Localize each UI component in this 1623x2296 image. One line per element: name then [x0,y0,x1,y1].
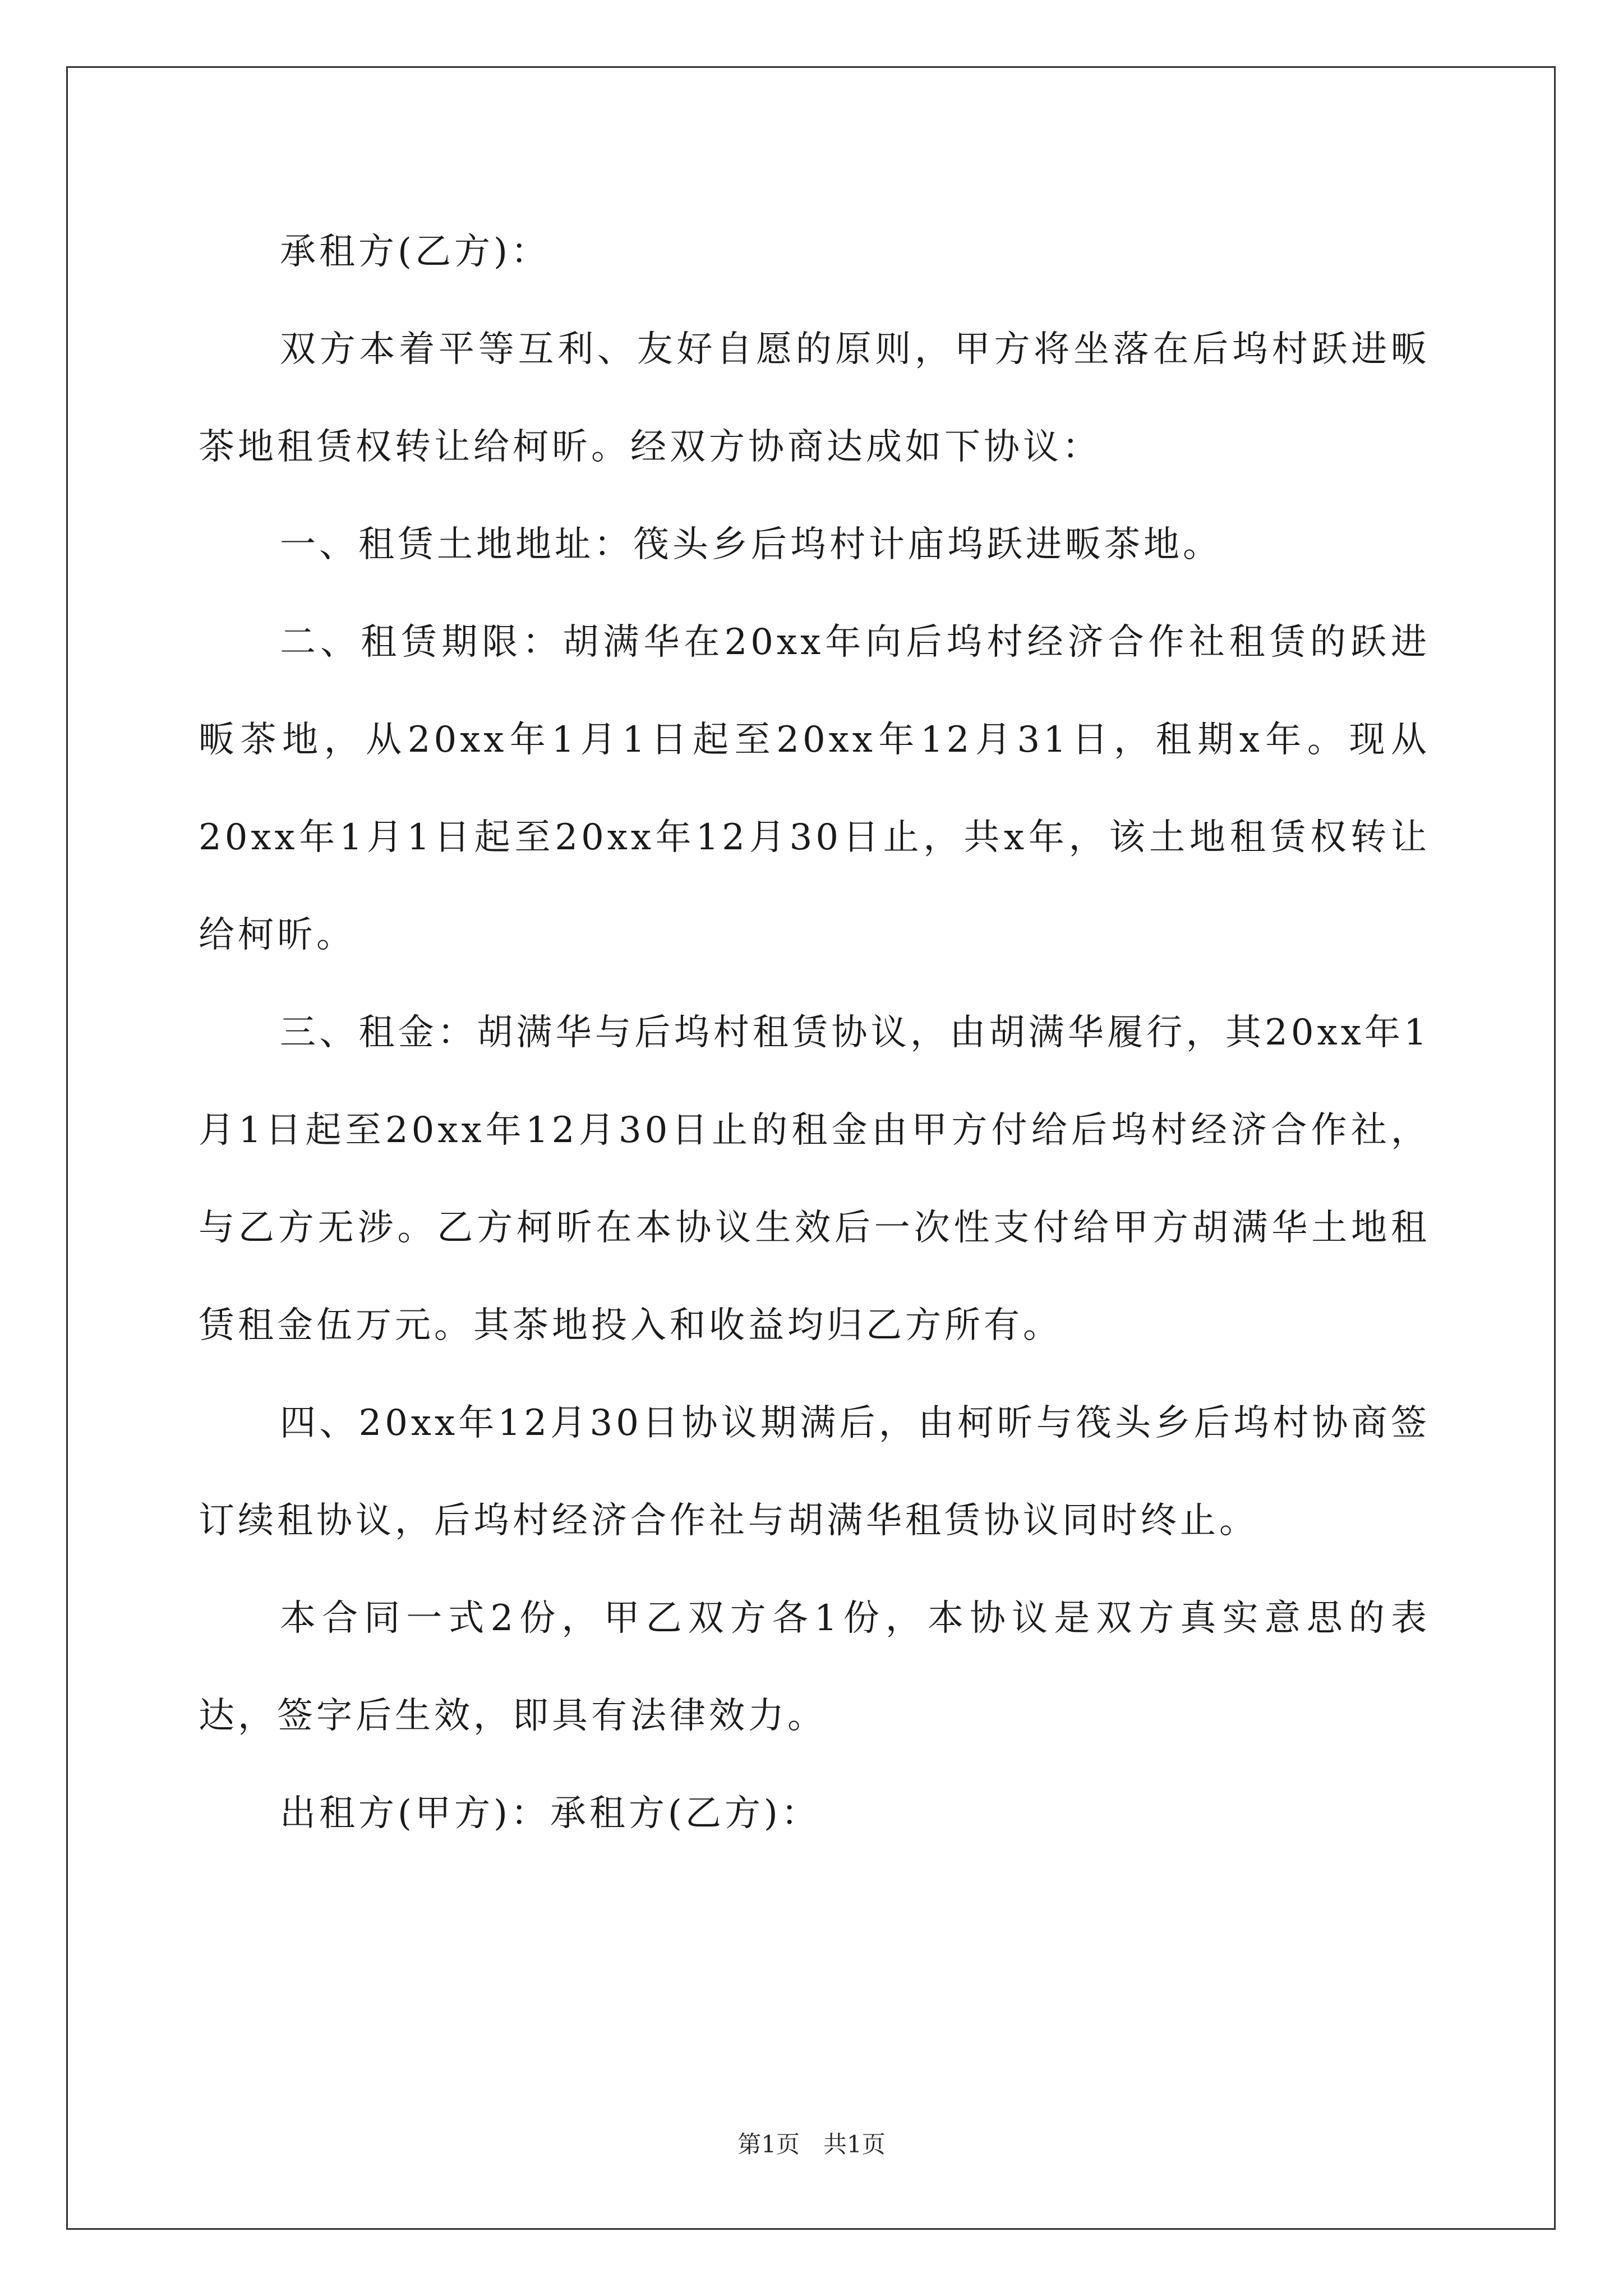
paragraph-clause-2: 二、租赁期限：胡满华在20xx年向后坞村经济合作社租赁的跃进畈茶地，从20xx年1月1日起至20xx年12月31日，租期x年。现从20xx年1月1日起至20xx年12月30日止，共x年，该土地租赁权转让给柯昕。 [199,622,1430,956]
paragraph-clause-3: 三、租金：胡满华与后坞村租赁协议，由胡满华履行，其20xx年1月1日起至20xx年12月30日止的租金由甲方付给后坞村经济合作社，与乙方无涉。乙方柯昕在本协议生效后一次性支付给甲方胡满华土地租赁租金伍万元。其茶地投入和收益均归乙方所有。 [199,1012,1430,1346]
page-footer: 第1页 共1页 [737,2131,886,2158]
paragraph-copies: 本合同一式2份，甲乙双方各1份，本协议是双方真实意思的表达，签字后生效，即具有法律效力。 [199,1598,1430,1737]
paragraph-preamble: 双方本着平等互利、友好自愿的原则，甲方将坐落在后坞村跃进畈茶地租赁权转让给柯昕。经双方协商达成如下协议： [199,329,1430,468]
paragraph-signatures: 出租方(甲方)：承租方(乙方)： [280,1793,820,1834]
document-body [199,203,1430,1862]
paragraph-lessee-header: 承租方(乙方)： [280,231,550,273]
paragraph-clause-4: 四、20xx年12月30日协议期满后，由柯昕与筏头乡后坞村协商签订续租协议，后坞村经济合作社与胡满华租赁协议同时终止。 [199,1402,1430,1542]
paragraph-clause-1: 一、租赁土地地址：筏头乡后坞村计庙坞跃进畈茶地。 [280,524,1222,565]
